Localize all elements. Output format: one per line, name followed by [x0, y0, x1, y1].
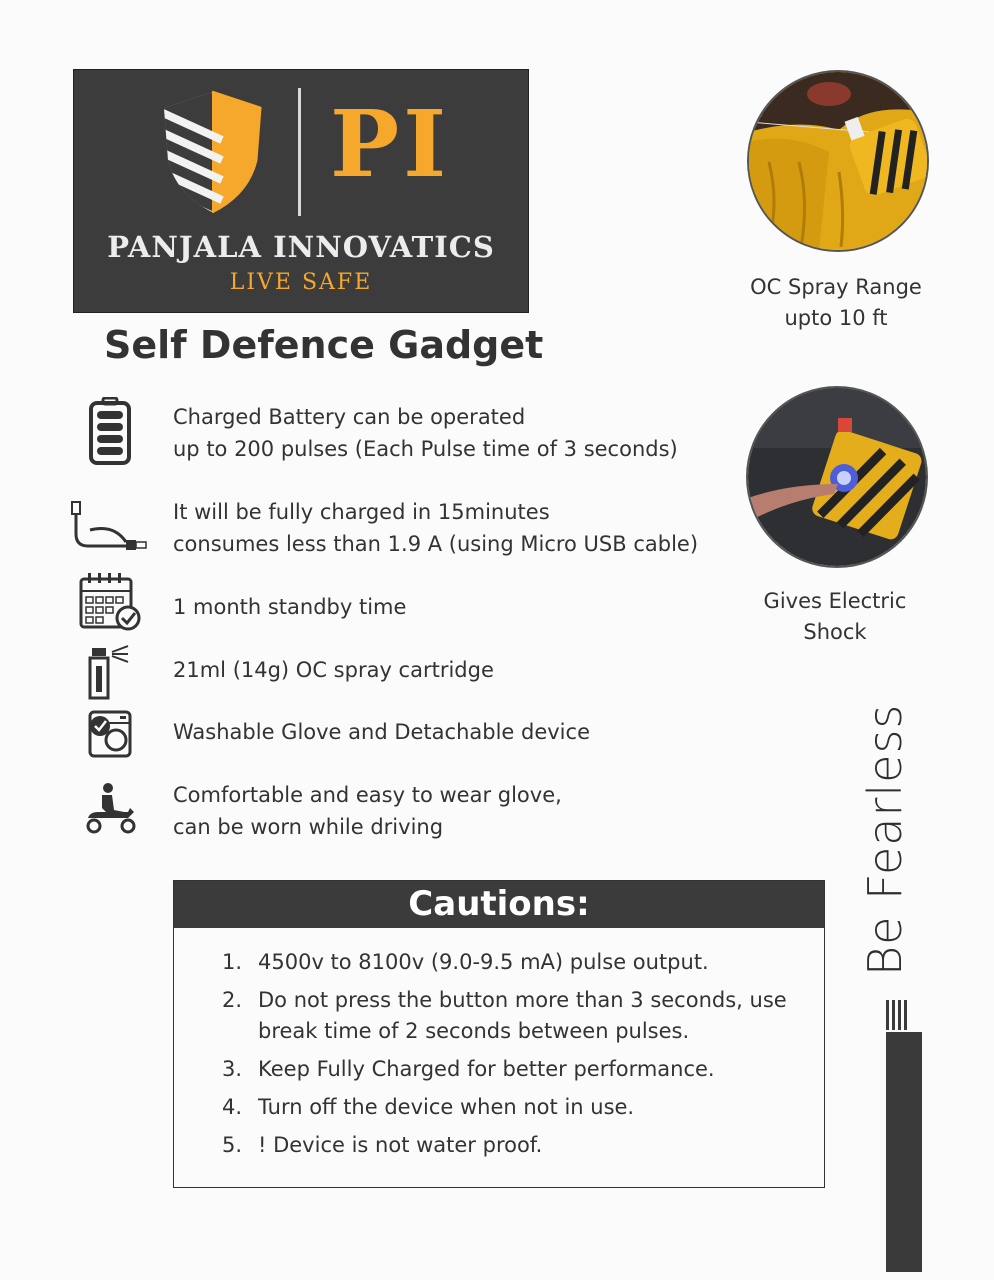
- calendar-icon: [78, 571, 142, 631]
- electric-shock-illustration: [748, 388, 926, 566]
- caution-item: [222, 1054, 812, 1085]
- cautions-list: [222, 947, 812, 1168]
- electric-shock-caption-line-1: Gives Electric: [763, 589, 907, 613]
- caution-text: Turn off the device when not in use.: [258, 1095, 635, 1119]
- oc-spray-caption-line-2: upto 10 ft: [784, 306, 888, 330]
- feature-standby-line-1: 1 month standby time: [173, 595, 407, 619]
- oc-spray-caption: [736, 272, 936, 334]
- usb-cable-icon: [70, 500, 150, 556]
- feature-charging-line-1: It will be fully charged in 15minutes: [173, 500, 550, 524]
- feature-comfort-line-1: Comfortable and easy to wear glove,: [173, 783, 562, 807]
- battery-icon: [88, 397, 132, 465]
- cautions-title: Cautions:: [174, 881, 824, 928]
- caution-item: [222, 985, 812, 1047]
- caution-text: Keep Fully Charged for better performance.: [258, 1057, 715, 1081]
- feature-standby-text: [173, 591, 406, 623]
- caution-item: [222, 947, 812, 978]
- page-title: Self Defence Gadget: [104, 323, 544, 367]
- caution-number: 3.: [222, 1057, 243, 1081]
- brand-tagline: LIVE SAFE: [229, 270, 373, 295]
- brand-logo-panel: [73, 69, 529, 313]
- cautions-box: [173, 880, 825, 1188]
- feature-comfort-text: [173, 779, 562, 843]
- slogan-text: Be Fearless: [858, 703, 912, 976]
- slogan-bar-decoration: [886, 1032, 922, 1272]
- caution-text: 4500v to 8100v (9.0-9.5 mA) pulse output.: [258, 950, 709, 974]
- caution-item: [222, 1130, 812, 1161]
- feature-washable-text: [173, 716, 590, 748]
- feature-charging-line-2: consumes less than 1.9 A (using Micro USB cable): [173, 532, 699, 556]
- washing-machine-icon: [86, 710, 134, 758]
- caution-number: 1.: [222, 950, 243, 974]
- slogan-stripes-decoration: [886, 1000, 922, 1030]
- feature-comfort-line-2: can be worn while driving: [173, 815, 444, 839]
- feature-spray-line-1: 21ml (14g) OC spray cartridge: [173, 658, 494, 682]
- oc-spray-photo: [747, 70, 929, 252]
- feature-battery-line-2: up to 200 pulses (Each Pulse time of 3 seconds): [173, 437, 678, 461]
- brand-name: PANJALA INNOVATICS: [107, 230, 495, 264]
- caution-text: ! Device is not water proof.: [258, 1133, 543, 1157]
- electric-shock-photo: [746, 386, 928, 568]
- feature-battery-line-1: Charged Battery can be operated: [173, 405, 526, 429]
- feature-battery-text: [173, 401, 678, 465]
- electric-shock-caption: [735, 586, 935, 648]
- caution-number: 2.: [222, 988, 243, 1012]
- shield-logo-icon: [162, 90, 262, 214]
- spray-can-icon: [88, 644, 132, 700]
- feature-spray-text: [173, 654, 494, 686]
- caution-item: [222, 1092, 812, 1123]
- feature-charging-text: [173, 496, 698, 560]
- caution-number: 4.: [222, 1095, 243, 1119]
- electric-shock-caption-line-2: Shock: [803, 620, 867, 644]
- oc-spray-caption-line-1: OC Spray Range: [750, 275, 922, 299]
- logo-divider: [298, 88, 301, 216]
- caution-text: Do not press the button more than 3 seconds, use break time of 2 seconds between pulses.: [258, 988, 787, 1043]
- oc-spray-illustration: [749, 72, 927, 250]
- caution-number: 5.: [222, 1133, 243, 1157]
- scooter-rider-icon: [84, 782, 138, 836]
- logo-mark: PI: [330, 90, 451, 198]
- feature-washable-line-1: Washable Glove and Detachable device: [173, 720, 590, 744]
